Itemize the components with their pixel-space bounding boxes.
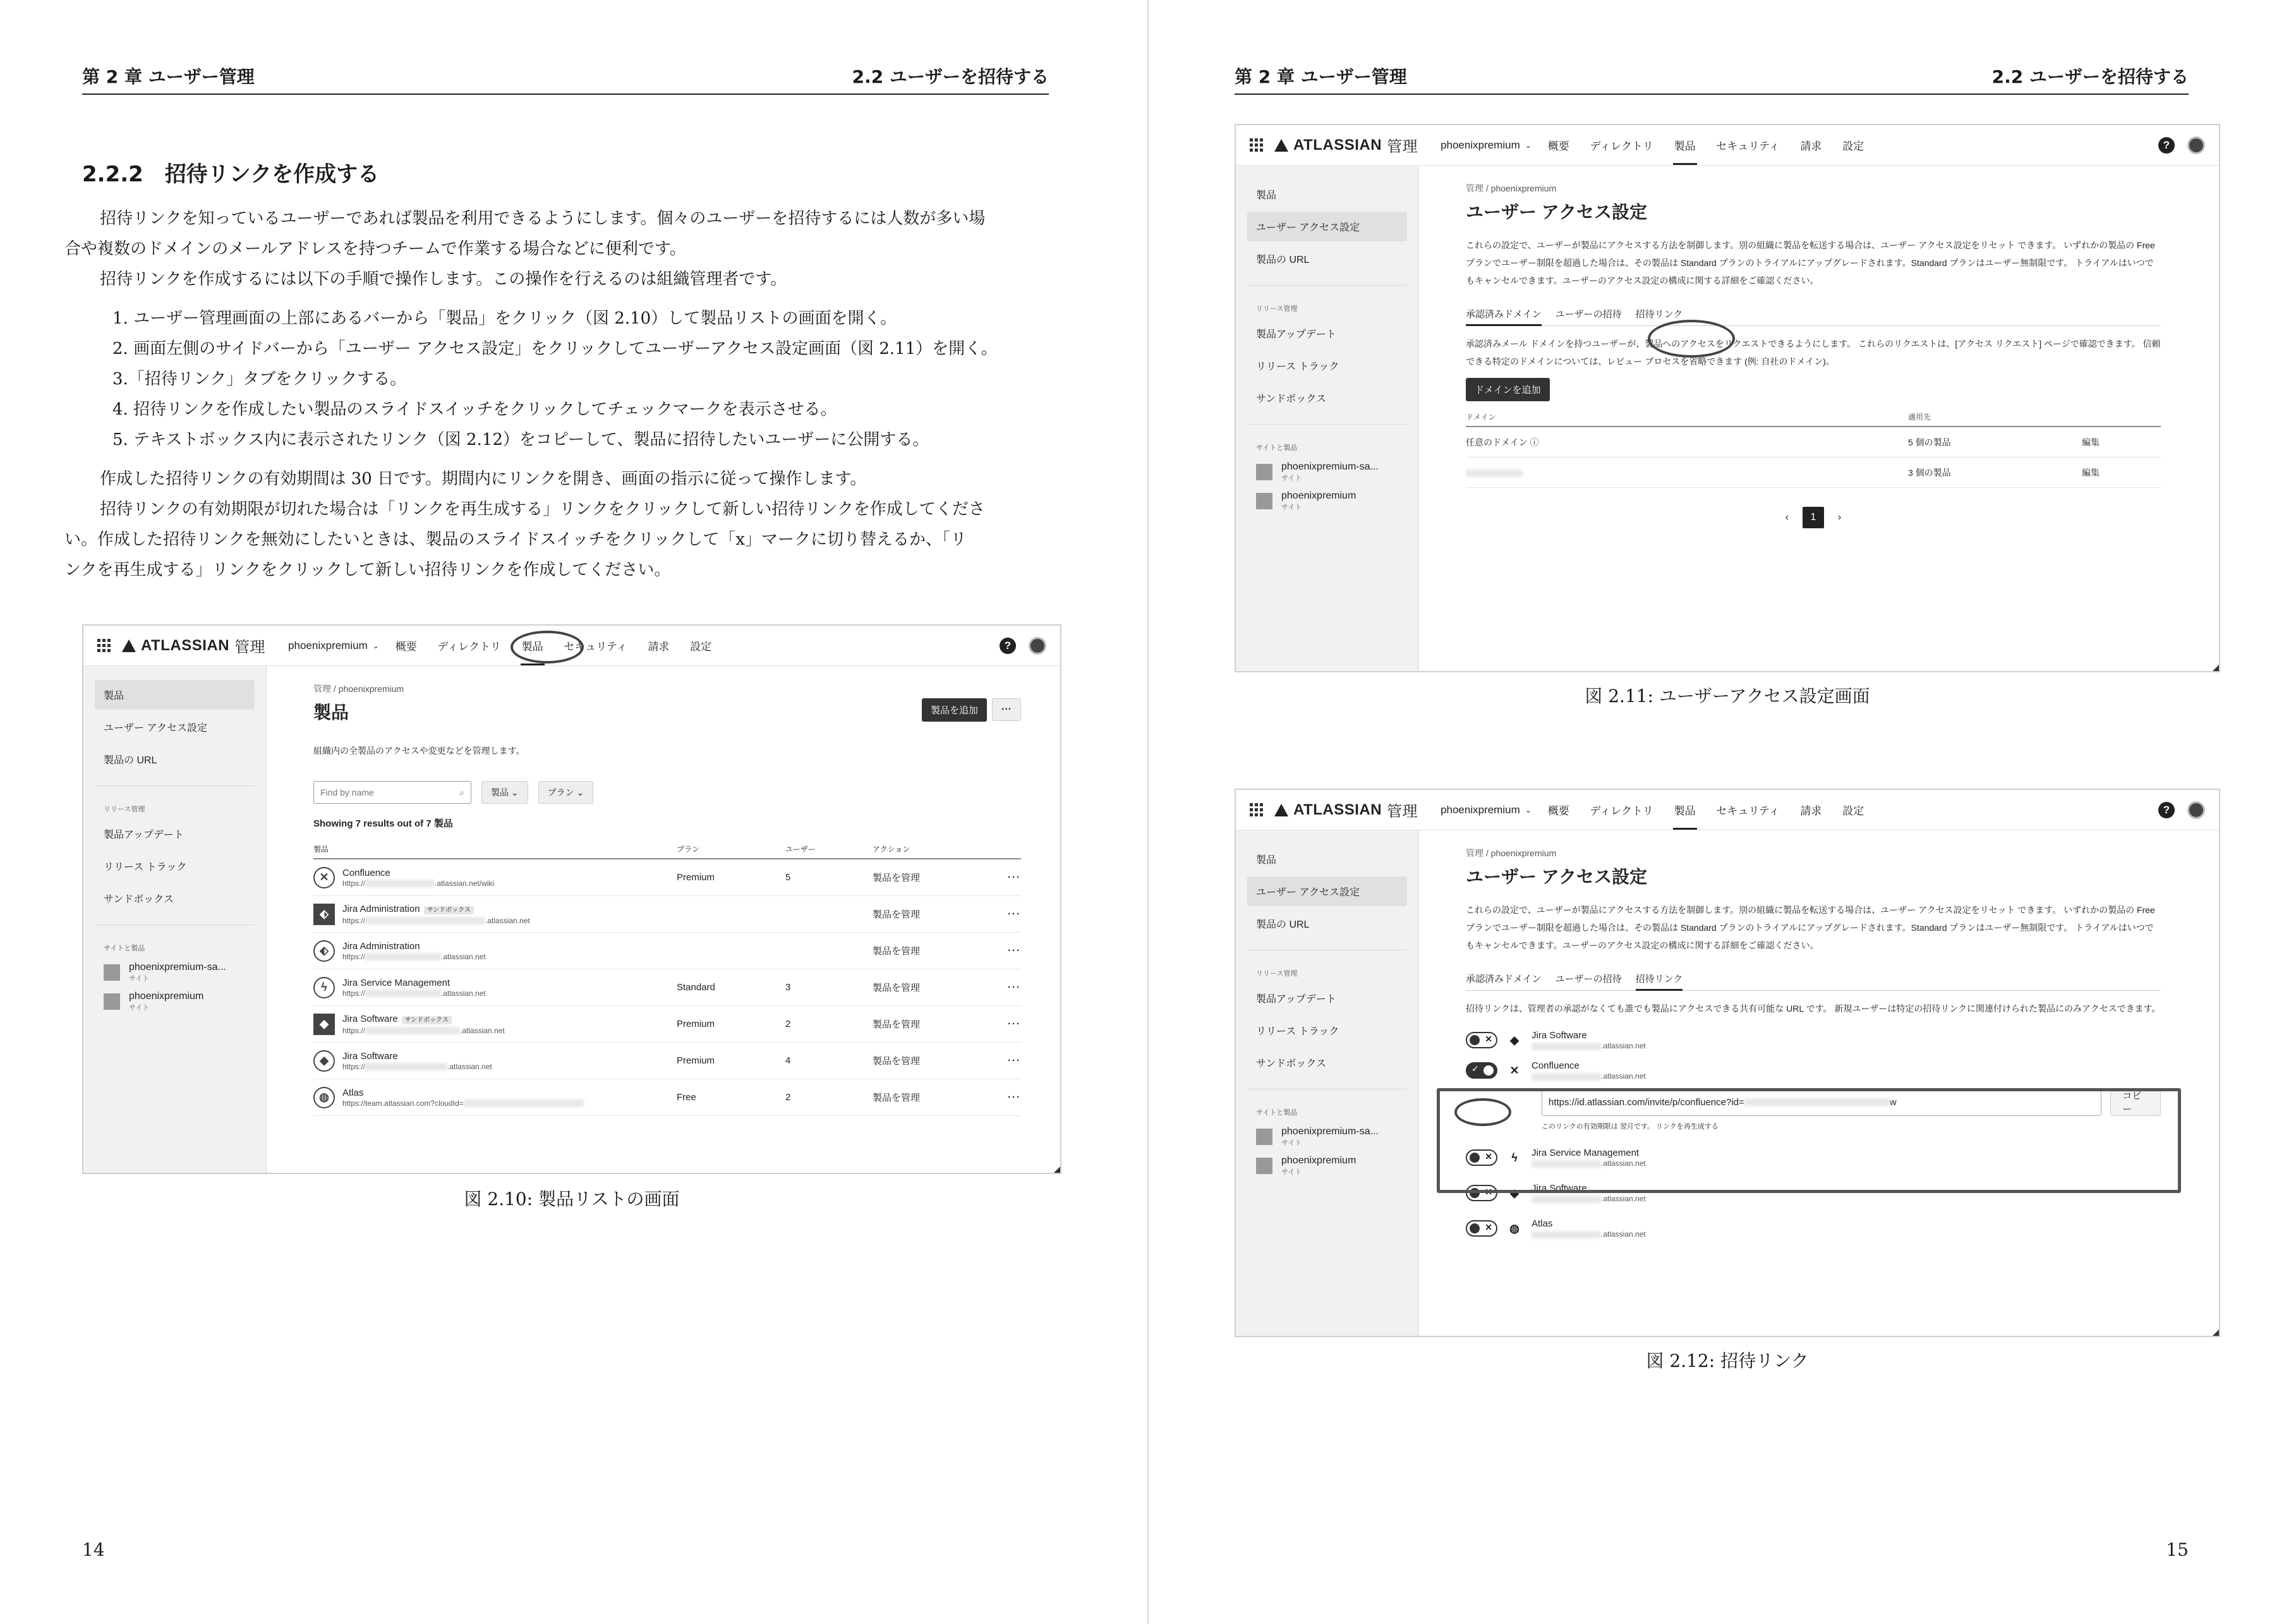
product-url: https:// .atlassian.net [342, 1062, 492, 1071]
body-text [64, 203, 1068, 585]
table-row[interactable] [313, 933, 1021, 969]
section-heading [82, 157, 379, 188]
atlassian-logo[interactable] [122, 634, 265, 657]
chevron-down-icon: ⌄ [1525, 805, 1532, 815]
main-content [1419, 830, 2219, 1336]
tab-user-invites[interactable]: ユーザーの招待 [1555, 309, 1622, 320]
org-switcher[interactable] [288, 639, 379, 652]
corner-mark [2213, 1330, 2219, 1336]
divider [95, 785, 255, 786]
sidebar-caption: サイトと製品 [1256, 444, 1298, 452]
applies-to: 3 個の製品 [1908, 467, 1951, 478]
breadcrumb-admin[interactable]: 管理 [313, 684, 331, 694]
manage-product-link[interactable]: 製品を管理 [873, 1093, 921, 1103]
nav-products[interactable]: 製品 [1674, 140, 1696, 152]
sidebar [1236, 166, 1419, 671]
nav-billing[interactable]: 請求 [1800, 140, 1822, 152]
jira-software-icon: ◆ [1510, 1186, 1519, 1199]
nav-security[interactable]: セキュリティ [564, 641, 627, 653]
manage-product-link[interactable]: 製品を管理 [873, 1019, 921, 1030]
settings-tabs [1466, 972, 2161, 991]
para4-line1: 招待リンクの有効期限が切れた場合は「リンクを再生成する」リンクをクリックして新しい招待リンクを作成してくださ [100, 500, 985, 519]
list-item [1466, 1025, 2161, 1055]
page-description: 組織内の全製品のアクセスや変更などを管理します。 [313, 746, 525, 756]
highlight-circle [1648, 320, 1735, 358]
breadcrumb [1466, 182, 2219, 195]
site-name: phoenixpremium-sa... [1281, 1126, 1379, 1137]
sidebar-item-product-updates[interactable]: 製品アップデート [1256, 329, 1336, 340]
filter-label: 製品 [491, 787, 509, 797]
para1-line2: 合や複数のドメインのメールアドレスを持つチームで作業する場合などに便利です。 [64, 239, 686, 258]
atlassian-mark-icon [1274, 804, 1288, 816]
column-header: 適用先 [1908, 413, 1931, 421]
list-item [1466, 1055, 2161, 1086]
highlight-circle [511, 631, 584, 664]
product-users: 2 [785, 1019, 791, 1029]
settings-tabs [1466, 307, 2161, 326]
atlassian-logo[interactable] [1274, 134, 1418, 156]
site-icon [1256, 464, 1272, 480]
product-name: Confluence [1532, 1060, 1580, 1071]
breadcrumb-org[interactable]: phoenixpremium [1490, 848, 1557, 858]
brand-name: ATLASSIAN [1293, 801, 1382, 818]
more-icon[interactable]: ··· [992, 698, 1021, 721]
page-description: これらの設定で、ユーザーが製品にアクセスする方法を制御します。別の組織に製品を転送する場合は、ユーザー アクセス設定をリセット できます。 いずれかの製品の Free プランでユーザー制限を超過した場合は、その製品は Standard プランのトライアルにアップグレードされます。Standard プランはユーザー無制限です。 トライアルはいつでもキャンセルできます。ユーザーのアクセス設定の構成に関する詳細をご確認ください。 [1466, 240, 2155, 286]
chevron-left-icon[interactable]: ‹ [1785, 512, 1789, 523]
edit-link[interactable]: 編集 [2082, 437, 2100, 447]
table-row[interactable] [313, 896, 1021, 933]
org-name: phoenixpremium [1441, 138, 1520, 151]
figure-caption: 図 2.10: 製品リストの画面 [464, 1189, 680, 1209]
avatar[interactable] [2187, 136, 2205, 154]
invite-description: 招待リンクは、管理者の承認がなくても誰でも製品にアクセスできる共有可能な URL です。 新規ユーザーは特定の招待リンクに関連付けられた製品にのみアクセスできます。 [1466, 1003, 2161, 1014]
breadcrumb-org[interactable]: phoenixpremium [1490, 183, 1557, 193]
sidebar [1236, 830, 1419, 1336]
more-icon[interactable]: ··· [1008, 1019, 1021, 1029]
sidebar-caption: サイトと製品 [104, 945, 145, 952]
paragraph [64, 203, 1068, 264]
sidebar-item-release-track[interactable]: リリース トラック [1256, 361, 1339, 372]
app-switcher-icon[interactable] [1250, 138, 1263, 152]
site-name: phoenixpremium-sa... [129, 962, 226, 973]
product-plan: Premium [677, 1055, 715, 1066]
section-title: 招待リンクを作成する [164, 162, 380, 187]
product-plan: Standard [677, 982, 715, 993]
tab-invite-links[interactable]: 招待リンク [1636, 972, 1683, 985]
products-screenshot [82, 624, 1061, 1174]
column-header: アクション [873, 845, 910, 854]
sidebar-item-product-urls[interactable]: 製品の URL [104, 755, 157, 766]
product-url: .atlassian.net [1532, 1159, 1646, 1168]
info-icon[interactable]: ⓘ [1530, 437, 1539, 447]
sidebar-site[interactable] [1247, 1122, 1407, 1151]
nav-security[interactable]: セキュリティ [1716, 805, 1780, 817]
step-item: 5. テキストボックス内に表示されたリンク（図 2.12）をコピーして、製品に招待したいユーザーに公開する。 [112, 430, 929, 449]
chevron-down-icon: ⌄ [1525, 140, 1532, 150]
product-plan: Free [677, 1092, 696, 1103]
nav-billing[interactable]: 請求 [1800, 805, 1822, 817]
domain-name: 任意のドメイン [1466, 437, 1528, 447]
invite-toggle[interactable]: ✕ [1466, 1032, 1497, 1048]
divider [1247, 285, 1407, 286]
sidebar-item-sandbox[interactable]: サンドボックス [1256, 1058, 1327, 1069]
breadcrumb-separator: / [1485, 183, 1489, 193]
main-nav [1548, 137, 1882, 153]
product-name: Confluence [342, 867, 390, 878]
page-title: ユーザー アクセス設定 [1466, 202, 1647, 222]
filter-plan-dropdown[interactable]: プラン ⌄ [538, 781, 594, 804]
top-bar [1236, 790, 2219, 830]
steps-list [112, 303, 1068, 455]
sidebar-site[interactable] [1247, 458, 1407, 487]
site-icon [1256, 1158, 1272, 1174]
jira-service-management-icon: ϟ [1511, 1151, 1518, 1164]
atlassian-mark-icon [122, 639, 136, 652]
step-item: 1. ユーザー管理画面の上部にあるバーから「製品」をクリック（図 2.10）して製品リストの画面を開く。 [112, 309, 897, 328]
product-name: Jira Software [1532, 1183, 1587, 1194]
site-name: phoenixpremium [1281, 490, 1356, 501]
product-url: .atlassian.net [1532, 1072, 1646, 1081]
paragraph [64, 494, 1068, 585]
site-icon [104, 964, 120, 981]
nav-security[interactable]: セキュリティ [1716, 140, 1780, 152]
help-icon[interactable]: ? [2158, 137, 2175, 154]
invite-toggle[interactable]: ✕ [1466, 1220, 1497, 1237]
step-item: 2. 画面左側のサイドバーから「ユーザー アクセス設定」をクリックしてユーザーアクセス設定画面（図 2.11）を開く。 [112, 339, 998, 358]
main-nav [1548, 802, 1882, 818]
product-name: Jira Software [1532, 1030, 1587, 1041]
breadcrumb-separator: / [333, 684, 336, 694]
product-users: 2 [785, 1092, 791, 1103]
product-url: https://team.atlassian.com?cloudId= [342, 1099, 584, 1108]
nav-settings[interactable]: 設定 [1842, 140, 1864, 152]
tab-approved-domains[interactable]: 承認済みドメイン [1466, 974, 1542, 985]
help-icon[interactable]: ? [1000, 638, 1016, 654]
product-users: 3 [785, 982, 791, 993]
page-number: 14 [82, 1539, 105, 1560]
user-access-screenshot [1235, 124, 2220, 672]
breadcrumb-admin[interactable]: 管理 [1466, 848, 1483, 858]
step-item: 4. 招待リンクを作成したい製品のスライドスイッチをクリックしてチェックマークを表示させる。 [112, 400, 837, 419]
divider [1247, 424, 1407, 425]
add-product-button[interactable]: 製品を追加 [922, 698, 987, 722]
more-icon[interactable]: ··· [1008, 1055, 1021, 1066]
nav-products[interactable]: 製品 [521, 641, 543, 653]
manage-product-link[interactable]: 製品を管理 [873, 1056, 921, 1067]
more-icon[interactable]: ··· [1008, 872, 1021, 883]
chevron-down-icon: ⌄ [372, 641, 379, 650]
results-count: Showing 7 results out of 7 製品 [313, 818, 453, 829]
nav-directory[interactable]: ディレクトリ [437, 641, 501, 653]
site-type: サイト [129, 975, 150, 983]
help-icon[interactable]: ? [2158, 802, 2175, 818]
confluence-icon: ✕ [1509, 1063, 1520, 1077]
invite-links-screenshot [1235, 789, 2220, 1337]
page-number: 15 [2166, 1539, 2189, 1560]
section-number: 2.2.2 [82, 162, 143, 187]
corner-mark [1054, 1166, 1060, 1173]
column-header: ドメイン [1466, 413, 1496, 421]
site-icon [1256, 493, 1272, 509]
nav-overview[interactable]: 概要 [1547, 140, 1569, 152]
more-icon[interactable]: ··· [1008, 909, 1021, 919]
brand-suffix: 管理 [1387, 138, 1418, 155]
figure-caption: 図 2.11: ユーザーアクセス設定画面 [1585, 686, 1870, 706]
invite-toggle[interactable]: ✕ [1466, 1149, 1497, 1166]
top-bar [1236, 125, 2219, 166]
invite-link-field[interactable]: https://id.atlassian.com/invite/p/confluence?id= w [1542, 1088, 2101, 1116]
confluence-icon: ✕ [313, 867, 335, 888]
nav-settings[interactable]: 設定 [1842, 805, 1864, 817]
brand-suffix: 管理 [1387, 803, 1418, 820]
breadcrumb [1466, 847, 2219, 859]
header-chapter: 第 2 章 ユーザー管理 [82, 66, 255, 87]
spread-gutter [1147, 0, 1149, 1624]
filter-product-dropdown[interactable]: 製品 ⌄ [481, 781, 528, 804]
add-domain-button[interactable]: ドメインを追加 [1466, 378, 1550, 401]
breadcrumb-admin[interactable]: 管理 [1466, 183, 1483, 193]
product-users: 4 [785, 1055, 791, 1066]
sidebar-item-products[interactable]: 製品 [95, 680, 255, 710]
product-users: 5 [785, 872, 791, 883]
app-switcher-icon[interactable] [1250, 803, 1263, 816]
invite-toggle[interactable]: ✓ [1466, 1062, 1497, 1079]
redacted-domain [1466, 470, 1523, 477]
domains-description: 承認済みメール ドメインを持つユーザーが、製品へのアクセスをリクエストできるようにします。 これらのリクエストは、[アクセス リクエスト] ページで確認できます。 信頼できる特定のドメインについては、レビュー プロセスを省略できます (例: 自社のドメイン)。 [1466, 339, 2161, 367]
paragraph: 招待リンクを作成するには以下の手順で操作します。この操作を行えるのは組織管理者です。 [100, 270, 787, 289]
right-page [1159, 0, 2271, 1624]
sidebar-site[interactable] [1247, 487, 1407, 516]
manage-product-link[interactable]: 製品を管理 [873, 946, 921, 957]
header-chapter: 第 2 章 ユーザー管理 [1235, 66, 1407, 87]
table-row[interactable] [313, 859, 1021, 896]
jira-icon: ⬖ [313, 940, 335, 962]
left-page [0, 0, 1112, 1624]
nav-overview[interactable]: 概要 [395, 641, 417, 653]
chevron-right-icon[interactable]: › [1838, 512, 1842, 523]
search-placeholder: Find by name [320, 787, 374, 797]
domains-table [1466, 408, 2161, 488]
table-row[interactable] [313, 969, 1021, 1006]
product-url: https:// .atlassian.net [342, 988, 486, 998]
sidebar-item-release-track[interactable]: リリース トラック [1256, 1026, 1339, 1037]
site-icon [1256, 1129, 1272, 1145]
main-content [267, 666, 1060, 1173]
breadcrumb [313, 682, 1060, 695]
table-header [1466, 408, 2161, 427]
search-icon: ⌕ [459, 787, 464, 797]
tab-user-invites[interactable]: ユーザーの招待 [1555, 974, 1622, 985]
atlassian-logo[interactable] [1274, 799, 1418, 821]
breadcrumb-org[interactable]: phoenixpremium [338, 684, 404, 694]
page-button-current[interactable]: 1 [1803, 507, 1824, 528]
invite-toggle[interactable]: ✕ [1466, 1185, 1497, 1201]
sidebar [83, 666, 267, 1173]
divider [95, 924, 255, 925]
sidebar-site[interactable] [95, 958, 255, 987]
nav-billing[interactable]: 請求 [648, 641, 670, 653]
sidebar-caption: サイトと製品 [1256, 1109, 1298, 1117]
table-row[interactable] [313, 1079, 1021, 1116]
table-row[interactable] [313, 1043, 1021, 1079]
product-url: https:// .atlassian.net [342, 1026, 505, 1035]
nav-products[interactable]: 製品 [1674, 805, 1696, 817]
filter-bar [313, 781, 1060, 804]
product-url: https:// .atlassian.net [342, 952, 486, 961]
manage-product-link[interactable]: 製品を管理 [873, 873, 921, 883]
page-title: 製品 [313, 703, 349, 722]
product-name: Jira Administration [342, 903, 420, 914]
product-url: .atlassian.net [1532, 1194, 1646, 1203]
product-plan: Premium [677, 1019, 715, 1029]
sidebar-item-sandbox[interactable]: サンドボックス [104, 894, 174, 905]
manage-product-link[interactable]: 製品を管理 [873, 909, 921, 920]
org-switcher[interactable] [1441, 139, 1532, 152]
sidebar-item-product-urls[interactable]: 製品の URL [1256, 255, 1310, 265]
expiry-note: このリンクの有効期限は 翌月です。 リンクを再生成する [1542, 1123, 1719, 1130]
brand-name: ATLASSIAN [1293, 136, 1382, 154]
sandbox-badge: サンドボックス [402, 1016, 452, 1024]
column-header: ユーザー [785, 845, 816, 854]
org-name: phoenixpremium [1441, 803, 1520, 816]
sidebar-caption: リリース管理 [1256, 970, 1298, 978]
product-name: Jira Service Management [342, 977, 450, 988]
app-switcher-icon[interactable] [97, 639, 111, 652]
table-row[interactable] [313, 1006, 1021, 1043]
site-icon [104, 993, 120, 1010]
sidebar-site[interactable] [1247, 1151, 1407, 1180]
main-content [1419, 166, 2219, 671]
more-icon[interactable]: ··· [1008, 982, 1021, 993]
more-icon[interactable]: ··· [1008, 1092, 1021, 1103]
running-header [82, 63, 1049, 95]
page-description: これらの設定で、ユーザーが製品にアクセスする方法を制御します。別の組織に製品を転送する場合は、ユーザー アクセス設定をリセット できます。 いずれかの製品の Free プランでユーザー制限を超過した場合は、その製品は Standard プランのトライアルにアップグレードされます。Standard プランはユーザー無制限です。 トライアルはいつでもキャンセルできます。ユーザーのアクセス設定の構成に関する詳細をご確認ください。 [1466, 905, 2155, 950]
site-type: サイト [1281, 1139, 1302, 1147]
corner-mark [2213, 665, 2219, 671]
sidebar-caption: リリース管理 [104, 806, 145, 813]
brand-suffix: 管理 [234, 639, 266, 656]
sidebar-site[interactable] [95, 987, 255, 1016]
table-header [313, 840, 1021, 859]
brand-name: ATLASSIAN [141, 636, 230, 654]
org-name: phoenixpremium [288, 639, 368, 651]
search-input[interactable] [313, 781, 471, 804]
sidebar-item-user-access[interactable]: ユーザー アクセス設定 [104, 723, 207, 734]
jira-software-icon: ◆ [1510, 1033, 1519, 1046]
step-item: 3.「招待リンク」タブをクリックする。 [112, 370, 407, 389]
sidebar-item-product-updates[interactable]: 製品アップデート [104, 830, 184, 840]
highlight-box [1437, 1088, 2181, 1193]
pagination [1466, 507, 2161, 528]
paragraph: 作成した招待リンクの有効期間は 30 日です。期間内にリンクを開き、画面の指示に従って操作します。 [100, 470, 867, 488]
site-type: サイト [1281, 475, 1302, 482]
product-name: Atlas [342, 1087, 364, 1098]
atlas-globe-icon: ◍ [313, 1087, 335, 1108]
nav-directory[interactable]: ディレクトリ [1590, 140, 1653, 152]
column-header: プラン [677, 845, 700, 854]
sidebar-item-products[interactable]: 製品 [1256, 190, 1277, 201]
para1-line1: 招待リンクを知っているユーザーであれば製品を利用できるようにします。個々のユーザーを招待するには人数が多い場 [100, 209, 986, 228]
product-name: Jira Software [342, 1013, 398, 1024]
site-name: phoenixpremium [129, 991, 204, 1002]
avatar[interactable] [2187, 801, 2205, 819]
copy-button[interactable]: コピー [2110, 1088, 2161, 1116]
header-section: 2.2 ユーザーを招待する [1991, 66, 2189, 87]
site-name: phoenixpremium-sa... [1281, 461, 1379, 472]
site-type: サイト [129, 1004, 150, 1012]
sidebar-item-products[interactable]: 製品 [1256, 855, 1277, 866]
sidebar-item-release-track[interactable]: リリース トラック [104, 862, 187, 873]
applies-to: 5 個の製品 [1908, 437, 1951, 447]
filter-label: プラン [547, 787, 574, 797]
product-name: Atlas [1532, 1218, 1553, 1229]
sidebar-item-user-access[interactable]: ユーザー アクセス設定 [1247, 876, 1407, 906]
more-icon[interactable]: ··· [1008, 945, 1021, 956]
para4-line2: い。作成した招待リンクを無効にしたいときは、製品のスライドスイッチをクリックして「x」マークに切り替えるか、「リ [64, 530, 967, 549]
product-name: Jira Administration [342, 940, 420, 952]
product-name: Jira Service Management [1532, 1148, 1640, 1158]
site-name: phoenixpremium [1281, 1155, 1356, 1166]
table-row [1466, 458, 2161, 488]
product-url: https:// .atlassian.net/wiki [342, 878, 495, 888]
avatar[interactable] [1029, 637, 1046, 655]
site-type: サイト [1281, 1168, 1302, 1176]
products-table [313, 840, 1021, 1116]
breadcrumb-separator: / [1485, 848, 1489, 858]
sidebar-item-product-updates[interactable]: 製品アップデート [1256, 994, 1336, 1005]
list-item [1466, 1211, 2161, 1246]
atlas-globe-icon: ◍ [1509, 1221, 1520, 1235]
tab-approved-domains[interactable]: 承認済みドメイン [1466, 307, 1542, 320]
atlassian-mark-icon [1274, 139, 1288, 152]
jira-software-icon: ◆ [313, 1050, 335, 1072]
header-section: 2.2 ユーザーを招待する [852, 66, 1049, 87]
jira-service-management-icon: ϟ [313, 977, 335, 998]
column-header[interactable]: 製品 [313, 845, 329, 854]
sidebar-item-product-urls[interactable]: 製品の URL [1256, 919, 1310, 930]
jira-software-icon: ◆ [313, 1014, 335, 1035]
product-url: https:// .atlassian.net [342, 916, 530, 925]
edit-link[interactable]: 編集 [2082, 467, 2100, 478]
product-plan: Premium [677, 872, 715, 883]
sandbox-badge: サンドボックス [424, 906, 474, 914]
para4-line3: ンクを再生成する」リンクをクリックして新しい招待リンクを作成してください。 [64, 561, 671, 579]
running-header [1235, 63, 2189, 95]
page-title: ユーザー アクセス設定 [1466, 867, 1647, 887]
sidebar-item-sandbox[interactable]: サンドボックス [1256, 394, 1327, 404]
site-type: サイト [1281, 504, 1302, 511]
table-row [1466, 427, 2161, 458]
product-name: Jira Software [342, 1050, 398, 1062]
product-url: .atlassian.net [1532, 1230, 1646, 1239]
highlight-circle [1454, 1098, 1511, 1126]
org-switcher[interactable] [1441, 804, 1532, 816]
product-url: .atlassian.net [1532, 1041, 1646, 1050]
nav-directory[interactable]: ディレクトリ [1590, 805, 1653, 817]
manage-product-link[interactable]: 製品を管理 [873, 983, 921, 993]
jira-icon: ⬖ [313, 904, 335, 925]
nav-overview[interactable]: 概要 [1547, 805, 1569, 817]
tab-invite-links[interactable]: 招待リンク [1635, 309, 1683, 320]
nav-settings[interactable]: 設定 [690, 641, 712, 653]
figure-caption: 図 2.12: 招待リンク [1646, 1350, 1809, 1371]
sidebar-item-user-access[interactable]: ユーザー アクセス設定 [1247, 212, 1407, 241]
sidebar-caption: リリース管理 [1256, 305, 1298, 313]
